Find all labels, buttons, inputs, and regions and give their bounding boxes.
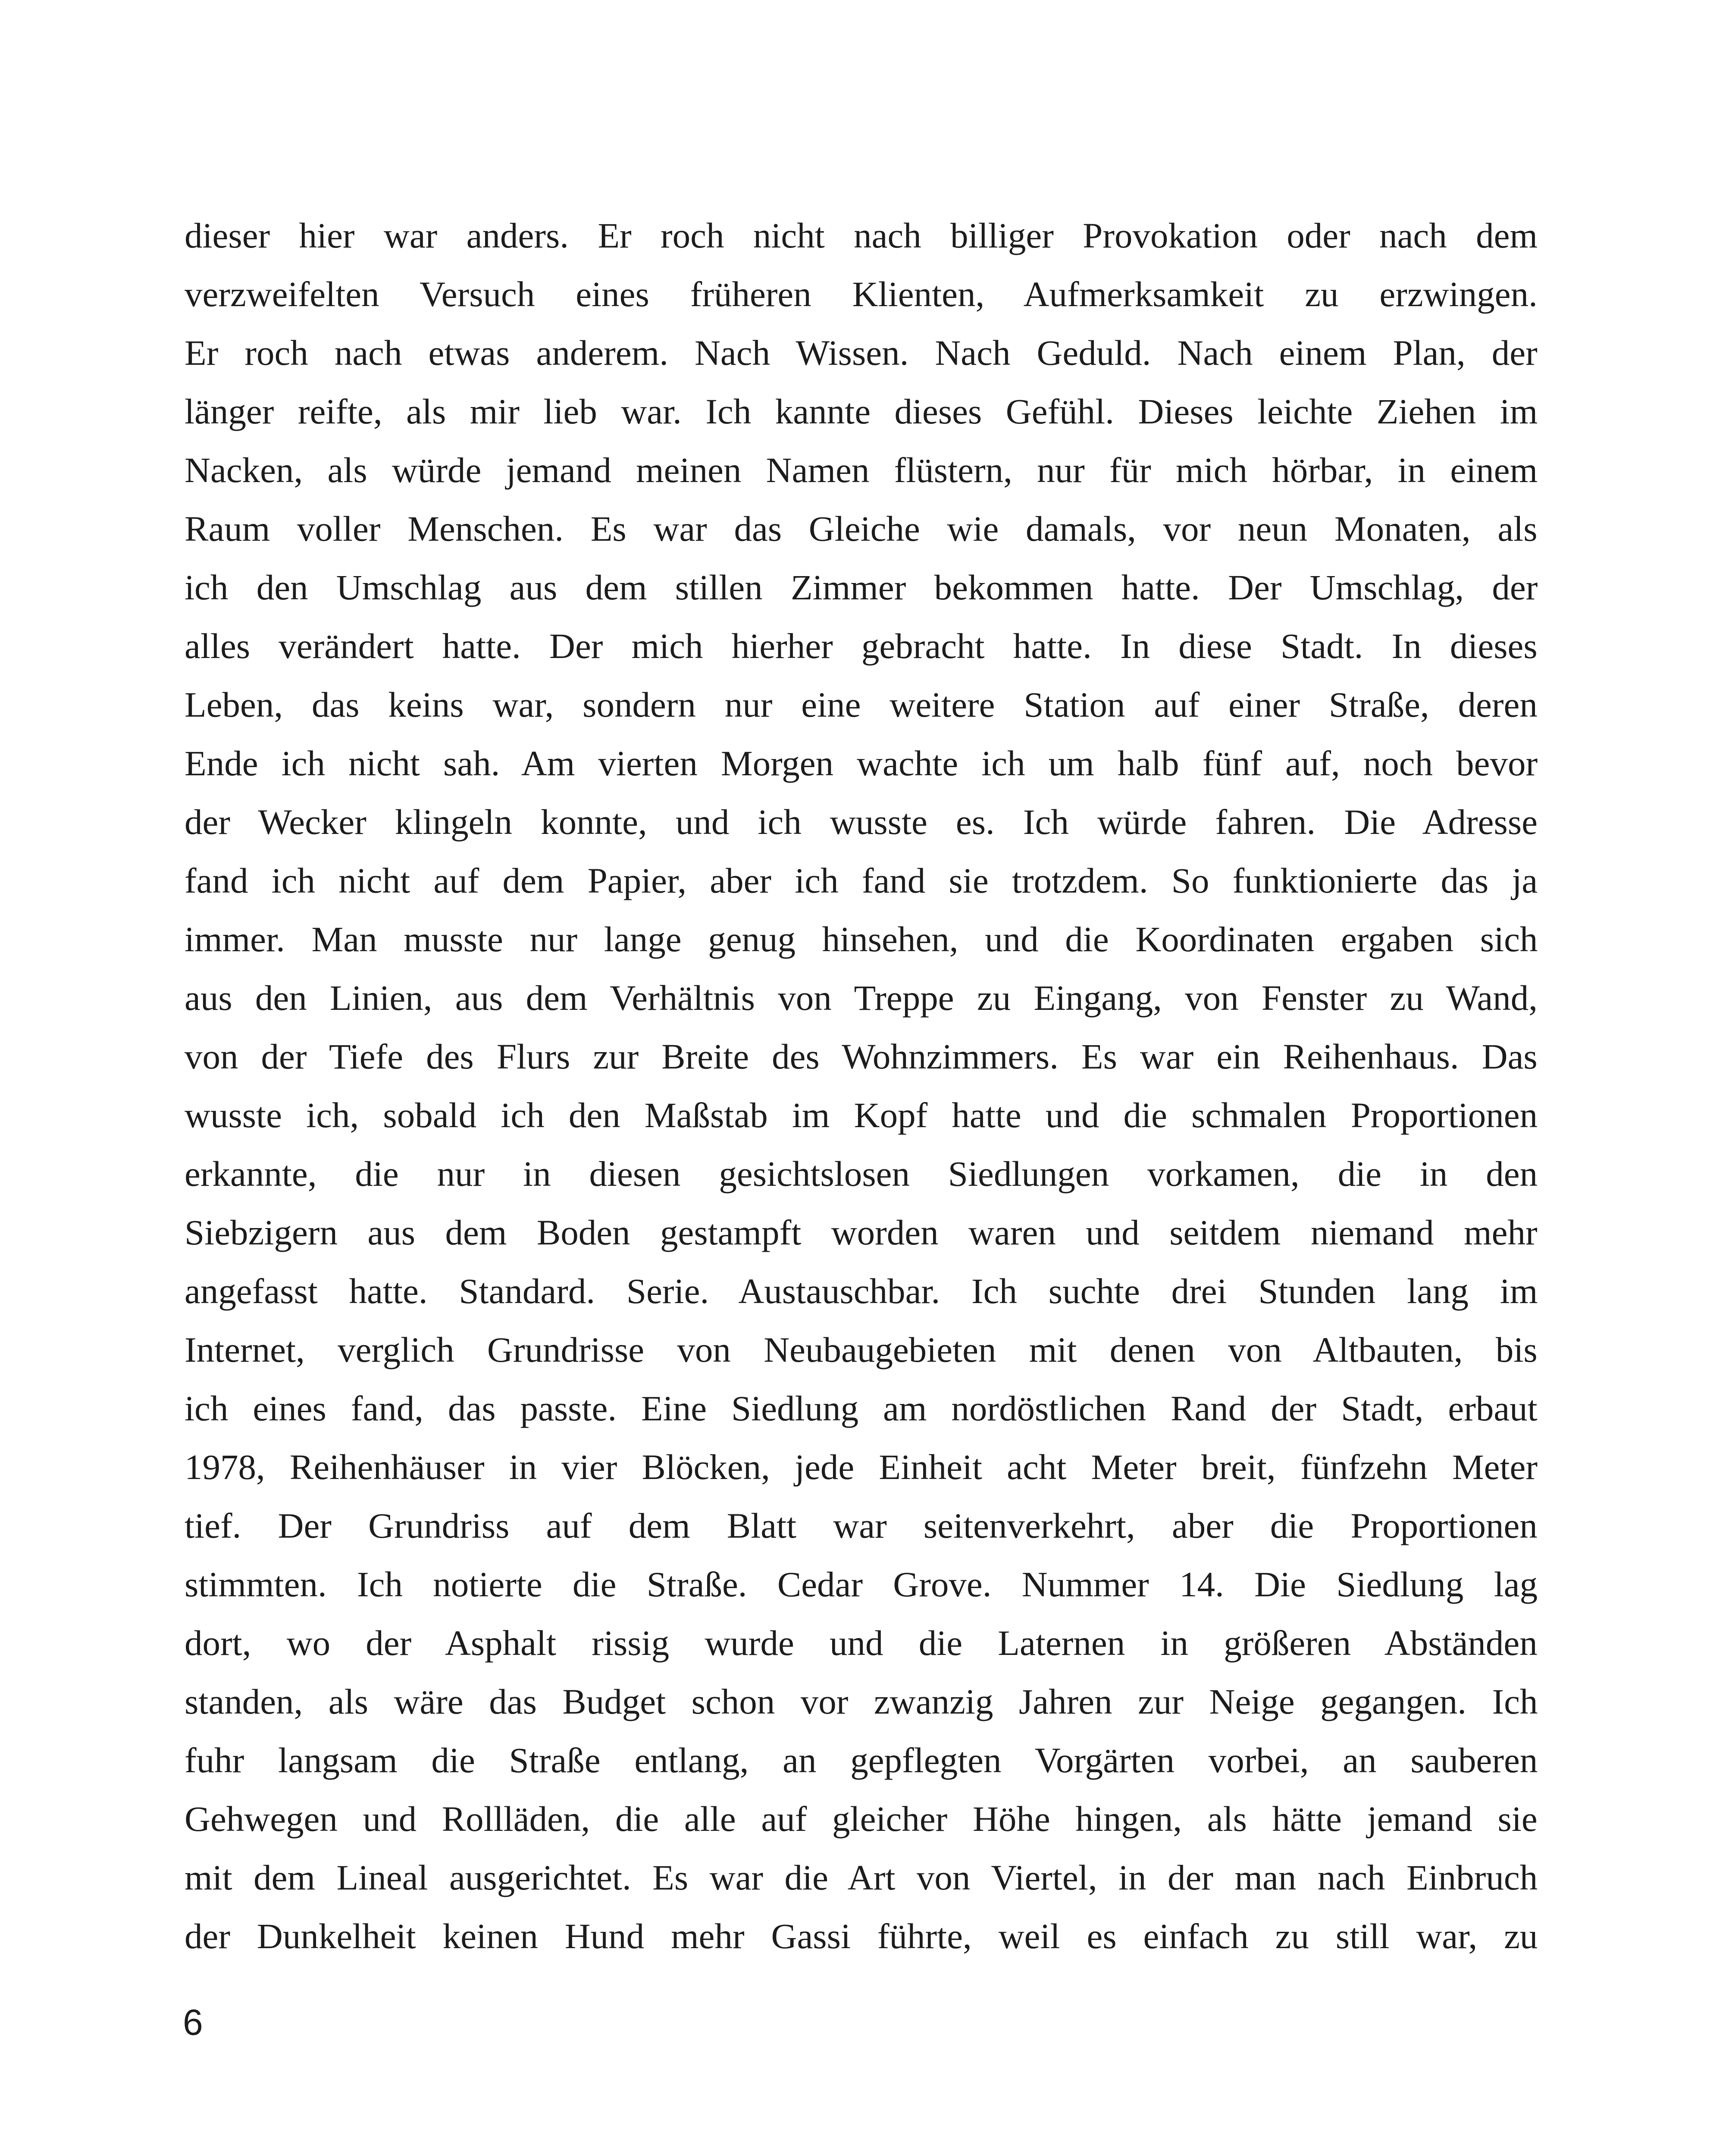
text-line: verzweifelten Versuch eines früheren Klienten, Aufmerksamkeit zu erzwingen.: [185, 274, 1538, 314]
text-line: der Wecker klingeln konnte, und ich wusste es. Ich würde fahren. Die Adresse: [185, 802, 1538, 842]
text-line: Er roch nach etwas anderem. Nach Wissen. Nach Geduld. Nach einem Plan, der: [185, 333, 1538, 373]
text-line: dort, wo der Asphalt rissig wurde und die Laternen in größeren Abständen: [185, 1623, 1538, 1663]
text-line: Ende ich nicht sah. Am vierten Morgen wachte ich um halb fünf auf, noch bevor: [185, 743, 1538, 783]
text-line: mit dem Lineal ausgerichtet. Es war die Art von Viertel, in der man nach Einbruch: [185, 1858, 1538, 1897]
text-line: erkannte, die nur in diesen gesichtslosen Siedlungen vorkamen, die in den: [185, 1154, 1538, 1194]
text-line: wusste ich, sobald ich den Maßstab im Kopf hatte und die schmalen Proportionen: [185, 1095, 1538, 1135]
text-line: Internet, verglich Grundrisse von Neubaugebieten mit denen von Altbauten, bis: [185, 1330, 1538, 1369]
text-line: Nacken, als würde jemand meinen Namen flüstern, nur für mich hörbar, in einem: [185, 450, 1538, 490]
text-line: stimmten. Ich notierte die Straße. Cedar Grove. Nummer 14. Die Siedlung lag: [185, 1564, 1538, 1604]
text-line: immer. Man musste nur lange genug hinsehen, und die Koordinaten ergaben sich: [185, 919, 1538, 959]
text-line: von der Tiefe des Flurs zur Breite des Wohnzimmers. Es war ein Reihenhaus. Das: [185, 1037, 1538, 1076]
text-line: ich den Umschlag aus dem stillen Zimmer bekommen hatte. Der Umschlag, der: [185, 567, 1538, 607]
text-line: der Dunkelheit keinen Hund mehr Gassi führte, weil es einfach zu still war, zu: [185, 1916, 1538, 1956]
text-line: länger reifte, als mir lieb war. Ich kannte dieses Gefühl. Dieses leichte Ziehen im: [185, 392, 1538, 431]
text-line: Leben, das keins war, sondern nur eine weitere Station auf einer Straße, deren: [185, 685, 1538, 724]
text-line: dieser hier war anders. Er roch nicht nach billiger Provokation oder nach dem: [185, 216, 1538, 255]
text-line: alles verändert hatte. Der mich hierher gebracht hatte. In diese Stadt. In dieses: [185, 626, 1538, 666]
text-line: ich eines fand, das passte. Eine Siedlung am nordöstlichen Rand der Stadt, erbaut: [185, 1388, 1538, 1428]
text-line: Siebzigern aus dem Boden gestampft worden waren und seitdem niemand mehr: [185, 1213, 1538, 1252]
text-line: 1978, Reihenhäuser in vier Blöcken, jede Einheit acht Meter breit, fünfzehn Meter: [185, 1447, 1538, 1487]
page-number: 6: [183, 2002, 203, 2043]
text-line: standen, als wäre das Budget schon vor zwanzig Jahren zur Neige gegangen. Ich: [185, 1682, 1538, 1721]
text-line: aus den Linien, aus dem Verhältnis von Treppe zu Eingang, von Fenster zu Wand,: [185, 978, 1538, 1018]
text-line: tief. Der Grundriss auf dem Blatt war seitenverkehrt, aber die Proportionen: [185, 1506, 1538, 1545]
text-line: Gehwegen und Rollläden, die alle auf gleicher Höhe hingen, als hätte jemand sie: [185, 1799, 1538, 1839]
text-line: fuhr langsam die Straße entlang, an gepflegten Vorgärten vorbei, an sauberen: [185, 1740, 1538, 1780]
text-line: Raum voller Menschen. Es war das Gleiche wie damals, vor neun Monaten, als: [185, 509, 1538, 548]
text-line: angefasst hatte. Standard. Serie. Austauschbar. Ich suchte drei Stunden lang im: [185, 1271, 1538, 1311]
text-line: fand ich nicht auf dem Papier, aber ich fand sie trotzdem. So funktionierte das ja: [185, 861, 1538, 900]
body-paragraph: [185, 206, 1538, 1965]
